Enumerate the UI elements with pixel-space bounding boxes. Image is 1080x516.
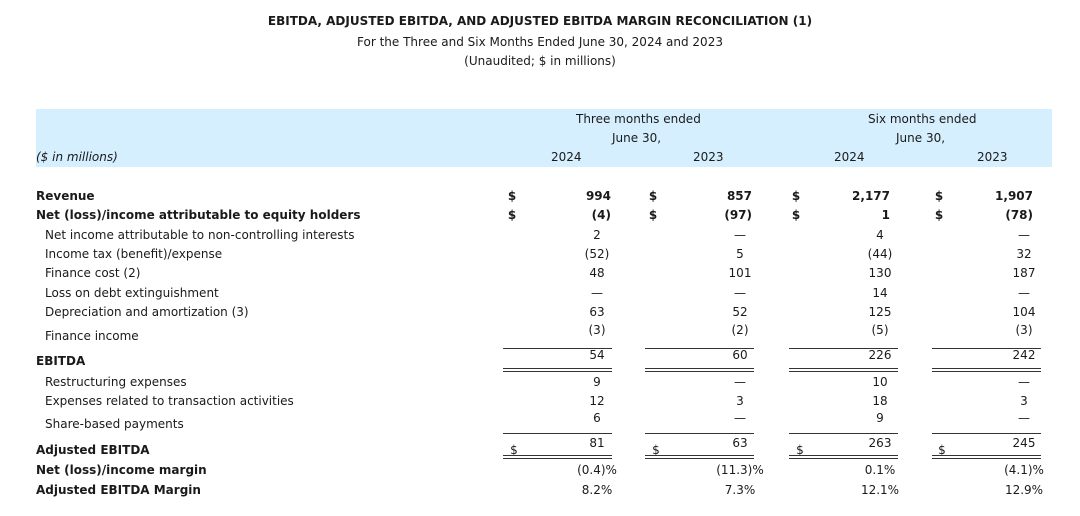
- row-label-ebitda: EBITDA: [36, 354, 86, 368]
- cell-finance-cost-six-2024: 130: [868, 266, 892, 280]
- rule-three-2024: [503, 348, 612, 349]
- cell-finance-cost-six-2023: 187: [1012, 266, 1036, 280]
- cell-restructuring-three-2024: 9: [593, 375, 601, 389]
- cell-sbp-six-2023: —: [1018, 411, 1030, 425]
- cell-restructuring-three-2023: —: [734, 375, 746, 389]
- cell-nci-three-2024: 2: [593, 228, 601, 242]
- cell-loss-debt-six-2023: —: [1018, 286, 1030, 300]
- cell-net-loss-six-2024: 1: [881, 208, 890, 222]
- cell-fin-income-three-2024: (3): [588, 323, 606, 337]
- cell-sbp-three-2024: 6: [593, 411, 601, 425]
- currency-symbol: $: [507, 208, 517, 222]
- currency-symbol: $: [510, 443, 518, 457]
- header-year-2023-three: 2023: [693, 150, 724, 164]
- row-label-adj-margin: Adjusted EBITDA Margin: [36, 483, 201, 497]
- double-rule-three-2023: [645, 368, 754, 372]
- cell-dep-three-2024: 63: [589, 305, 605, 319]
- cell-fin-income-six-2024: (5): [871, 323, 889, 337]
- cell-adj-margin-six-2024: 12.1%: [860, 483, 900, 497]
- cell-finance-cost-three-2023: 101: [728, 266, 752, 280]
- cell-transaction-six-2023: 3: [1020, 394, 1028, 408]
- row-label-loss-debt: Loss on debt extinguishment: [45, 286, 219, 300]
- cell-tax-six-2023: 32: [1016, 247, 1032, 261]
- cell-ebitda-six-2024: 226: [868, 348, 892, 362]
- double-rule-adj-three-2023: [645, 455, 754, 459]
- report-subtitle: For the Three and Six Months Ended June 30, 2024 and 2023: [357, 35, 723, 49]
- cell-nci-six-2023: —: [1018, 228, 1030, 242]
- row-label-dep: Depreciation and amortization (3): [45, 305, 249, 319]
- cell-ebitda-three-2024: 54: [589, 348, 605, 362]
- header-year-2024-six: 2024: [834, 150, 865, 164]
- cell-net-loss-three-2024: (4): [591, 208, 611, 222]
- cell-finance-cost-three-2024: 48: [589, 266, 605, 280]
- double-rule-six-2023: [932, 368, 1041, 372]
- rule-adj-six-2023: [932, 433, 1041, 434]
- cell-tax-three-2023: 5: [736, 247, 744, 261]
- cell-revenue-three-2024: 994: [585, 189, 611, 203]
- double-rule-six-2024: [789, 368, 898, 372]
- header-year-2023-six: 2023: [977, 150, 1008, 164]
- header-three-months-line1: Three months ended: [576, 112, 701, 126]
- cell-revenue-three-2023: 857: [726, 189, 752, 203]
- header-units-label: ($ in millions): [36, 150, 118, 164]
- currency-symbol: $: [796, 443, 804, 457]
- row-label-net-margin: Net (loss)/income margin: [36, 463, 207, 477]
- currency-symbol: $: [791, 208, 801, 222]
- row-label-tax: Income tax (benefit)/expense: [45, 247, 223, 261]
- rule-six-2023: [932, 348, 1041, 349]
- cell-transaction-three-2023: 3: [736, 394, 744, 408]
- cell-net-margin-three-2024: (0.4)%: [577, 463, 617, 477]
- cell-dep-three-2023: 52: [732, 305, 748, 319]
- row-label-fin-income: Finance income: [45, 329, 139, 343]
- header-year-2024-three: 2024: [551, 150, 582, 164]
- cell-net-margin-three-2023: (11.3)%: [716, 463, 764, 477]
- cell-sbp-three-2023: —: [734, 411, 746, 425]
- currency-symbol: $: [934, 189, 944, 203]
- row-label-nci: Net income attributable to non-controlling interests: [45, 228, 355, 242]
- double-rule-three-2024: [503, 368, 612, 372]
- double-rule-adj-six-2024: [789, 455, 898, 459]
- currency-symbol: $: [648, 208, 658, 222]
- cell-revenue-six-2024: 2,177: [852, 189, 890, 203]
- row-label-transaction: Expenses related to transaction activities: [45, 394, 294, 408]
- row-label-revenue: Revenue: [36, 189, 95, 203]
- rule-adj-three-2024: [503, 433, 612, 434]
- cell-adj-margin-six-2023: 12.9%: [1004, 483, 1044, 497]
- cell-fin-income-six-2023: (3): [1015, 323, 1033, 337]
- cell-adj-margin-three-2023: 7.3%: [724, 483, 756, 497]
- cell-dep-six-2024: 125: [868, 305, 892, 319]
- row-label-finance-cost: Finance cost (2): [45, 266, 141, 280]
- cell-nci-three-2023: —: [734, 228, 746, 242]
- rule-adj-three-2023: [645, 433, 754, 434]
- cell-restructuring-six-2024: 10: [872, 375, 888, 389]
- header-six-months-line2: June 30,: [896, 131, 946, 145]
- cell-adj-ebitda-three-2023: 63: [732, 436, 748, 450]
- cell-adj-ebitda-six-2024: 263: [868, 436, 892, 450]
- cell-revenue-six-2023: 1,907: [995, 189, 1033, 203]
- row-label-restructuring: Restructuring expenses: [45, 375, 187, 389]
- cell-ebitda-three-2023: 60: [732, 348, 748, 362]
- rule-adj-six-2024: [789, 433, 898, 434]
- currency-symbol: $: [938, 443, 946, 457]
- cell-restructuring-six-2023: —: [1018, 375, 1030, 389]
- cell-nci-six-2024: 4: [876, 228, 884, 242]
- currency-symbol: $: [934, 208, 944, 222]
- cell-tax-six-2024: (44): [867, 247, 893, 261]
- cell-ebitda-six-2023: 242: [1012, 348, 1036, 362]
- cell-transaction-three-2024: 12: [589, 394, 605, 408]
- cell-tax-three-2024: (52): [584, 247, 610, 261]
- row-label-adj-ebitda: Adjusted EBITDA: [36, 443, 150, 457]
- rule-three-2023: [645, 348, 754, 349]
- currency-symbol: $: [507, 189, 517, 203]
- cell-loss-debt-three-2024: —: [591, 286, 603, 300]
- double-rule-adj-six-2023: [932, 455, 1041, 459]
- report-subtitle-units: (Unaudited; $ in millions): [464, 54, 616, 68]
- currency-symbol: $: [648, 189, 658, 203]
- cell-adj-margin-three-2024: 8.2%: [581, 483, 613, 497]
- cell-loss-debt-six-2024: 14: [872, 286, 888, 300]
- double-rule-adj-three-2024: [503, 455, 612, 459]
- row-label-sbp: Share-based payments: [45, 417, 184, 431]
- currency-symbol: $: [791, 189, 801, 203]
- cell-adj-ebitda-six-2023: 245: [1012, 436, 1036, 450]
- cell-transaction-six-2024: 18: [872, 394, 888, 408]
- header-three-months-line2: June 30,: [612, 131, 662, 145]
- cell-dep-six-2023: 104: [1012, 305, 1036, 319]
- row-label-net-loss: Net (loss)/income attributable to equity holders: [36, 208, 361, 222]
- report-title: EBITDA, ADJUSTED EBITDA, AND ADJUSTED EBITDA MARGIN RECONCILIATION (1): [267, 14, 813, 28]
- currency-symbol: $: [652, 443, 660, 457]
- cell-sbp-six-2024: 9: [876, 411, 884, 425]
- cell-adj-ebitda-three-2024: 81: [589, 436, 605, 450]
- cell-loss-debt-three-2023: —: [734, 286, 746, 300]
- rule-six-2024: [789, 348, 898, 349]
- cell-net-loss-three-2023: (97): [724, 208, 752, 222]
- cell-fin-income-three-2023: (2): [731, 323, 749, 337]
- cell-net-margin-six-2023: (4.1)%: [1004, 463, 1044, 477]
- cell-net-margin-six-2024: 0.1%: [864, 463, 896, 477]
- header-six-months-line1: Six months ended: [868, 112, 977, 126]
- cell-net-loss-six-2023: (78): [1005, 208, 1033, 222]
